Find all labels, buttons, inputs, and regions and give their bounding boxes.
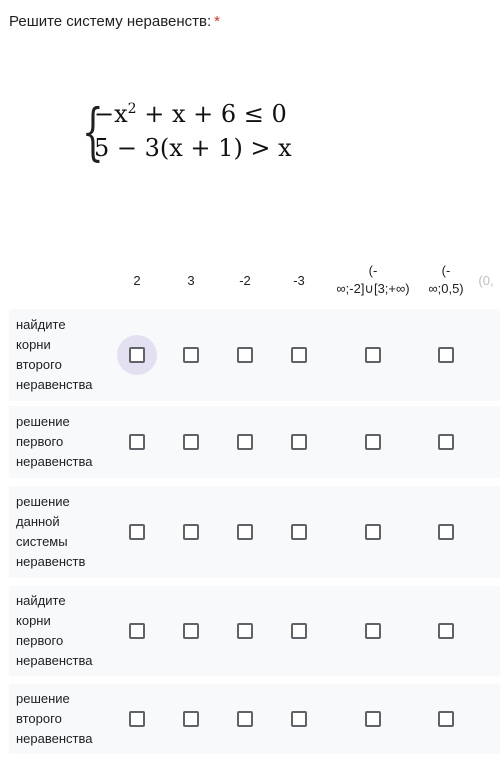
row-label: найдите корни первого неравенства: [16, 593, 93, 668]
checkbox[interactable]: [129, 434, 145, 450]
checkbox[interactable]: [365, 347, 381, 363]
checkbox[interactable]: [129, 711, 145, 727]
column-header-2: 3: [187, 273, 195, 288]
checkbox[interactable]: [237, 434, 253, 450]
checkbox[interactable]: [183, 347, 199, 363]
grid-row: [9, 486, 500, 578]
row-label: найдите корни второго неравенства: [16, 317, 93, 392]
column-header-3: -2: [239, 273, 251, 288]
checkbox[interactable]: [291, 623, 307, 639]
column-header-7: (0,: [478, 273, 494, 288]
row-label: решение второго неравенства: [16, 691, 93, 746]
question-title: [9, 13, 220, 30]
checkbox[interactable]: [438, 347, 454, 363]
checkbox[interactable]: [237, 524, 253, 540]
checkbox[interactable]: [438, 711, 454, 727]
checkbox[interactable]: [129, 623, 145, 639]
checkbox[interactable]: [291, 434, 307, 450]
inequality-2: 5 − 3(x + 1) > x: [94, 134, 292, 162]
checkbox[interactable]: [438, 434, 454, 450]
row-label: решение первого неравенства: [16, 414, 93, 469]
checkbox[interactable]: [291, 524, 307, 540]
required-asterisk: *: [214, 13, 220, 30]
column-header-5: (- ∞;-2]∪[3;+∞): [336, 263, 410, 296]
checkbox[interactable]: [237, 623, 253, 639]
grid-row: [9, 309, 500, 401]
checkbox[interactable]: [438, 623, 454, 639]
grid-row: [9, 684, 500, 754]
column-header-6: (- ∞;0,5): [428, 263, 464, 296]
checkbox[interactable]: [237, 711, 253, 727]
system-brace: {: [82, 95, 104, 168]
checkbox[interactable]: [365, 623, 381, 639]
checkbox[interactable]: [365, 711, 381, 727]
question-text: Решите систему неравенств:: [9, 13, 212, 30]
column-header-4: -3: [293, 273, 305, 288]
checkbox[interactable]: [183, 711, 199, 727]
checkbox[interactable]: [183, 434, 199, 450]
checkbox[interactable]: [291, 347, 307, 363]
row-label: решение данной системы неравенств: [16, 494, 86, 569]
grid-row: [9, 406, 500, 478]
checkbox[interactable]: [129, 347, 145, 363]
checkbox[interactable]: [365, 434, 381, 450]
inequality-system-formula: [80, 95, 310, 170]
checkbox[interactable]: [129, 524, 145, 540]
checkbox[interactable]: [183, 524, 199, 540]
checkbox[interactable]: [237, 347, 253, 363]
grid-row: [9, 586, 500, 676]
checkbox[interactable]: [291, 711, 307, 727]
checkbox[interactable]: [438, 524, 454, 540]
checkbox[interactable]: [183, 623, 199, 639]
column-header-1: 2: [133, 273, 141, 288]
inequality-1: $-x^2 + x + 6 \le 0$: [94, 100, 287, 128]
checkbox[interactable]: [365, 524, 381, 540]
